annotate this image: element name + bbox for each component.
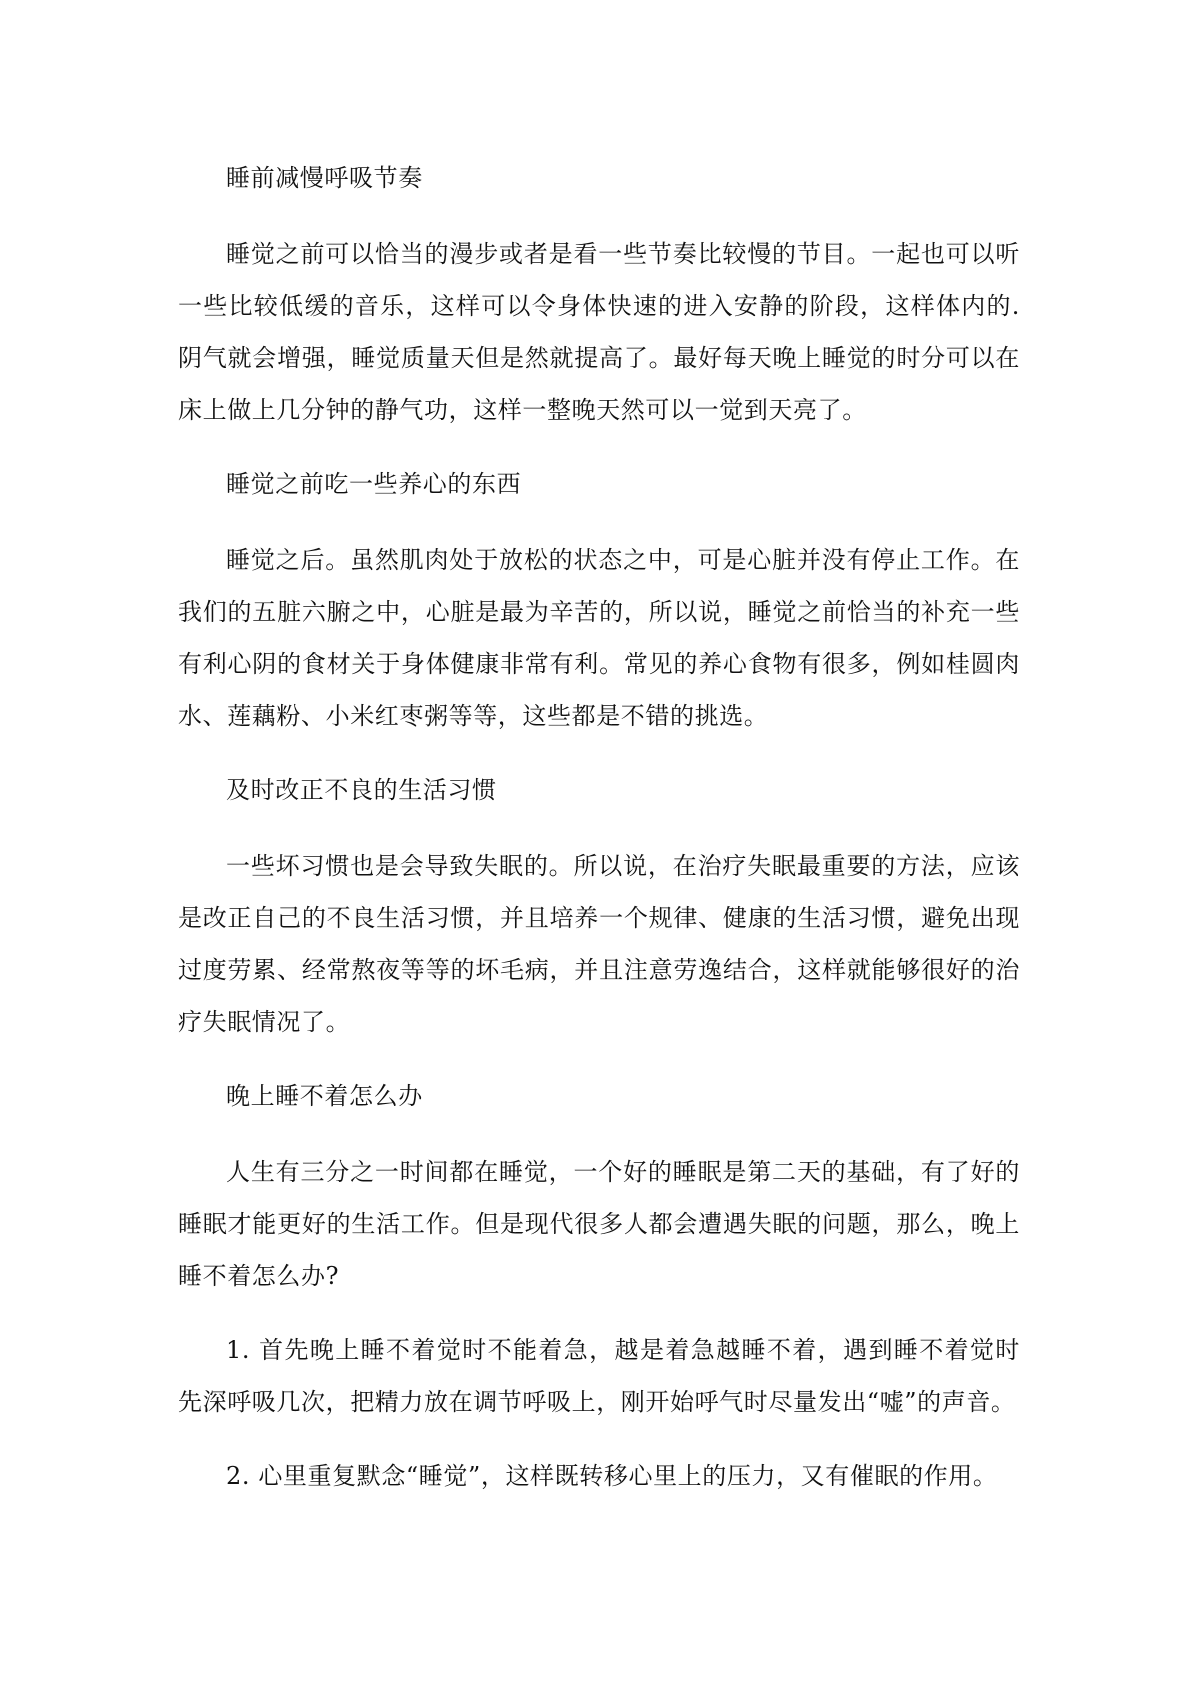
section-paragraph-nourish-heart: 睡觉之后。虽然肌肉处于放松的状态之中，可是心脏并没有停止工作。在我们的五脏六腑之中，心脏是最为辛苦的，所以说，睡觉之前恰当的补充一些有利心阴的食材关于身体健康非常有利。常见的养心食物有很多，例如桂圆肉水、莲藕粉、小米红枣粥等等，这些都是不错的挑选。 (178, 546, 1020, 730)
section-paragraph-cant-sleep: 人生有三分之一时间都在睡觉，一个好的睡眠是第二天的基础，有了好的睡眠才能更好的生活工作。但是现代很多人都会遭遇失眠的问题，那么，晚上睡不着怎么办? (178, 1158, 1020, 1290)
tip-item-1: 1. 首先晚上睡不着觉时不能着急，越是着急越睡不着，遇到睡不着觉时先深呼吸几次，把精力放在调节呼吸上，刚开始呼气时尽量发出“嘘”的声音。 (178, 1336, 1020, 1416)
section-heading-nourish-heart: 睡觉之前吃一些养心的东西 (226, 470, 522, 498)
section-heading-cant-sleep: 晚上睡不着怎么办 (226, 1082, 423, 1110)
section-heading-correct-habits: 及时改正不良的生活习惯 (226, 776, 497, 804)
section-heading-slow-breathing: 睡前减慢呼吸节奏 (226, 164, 423, 192)
section-paragraph-slow-breathing: 睡觉之前可以恰当的漫步或者是看一些节奏比较慢的节目。一起也可以听一些比较低缓的音乐，这样可以令身体快速的进入安静的阶段，这样体内的. 阴气就会增强，睡觉质量天但是然就提高了。最好每天晚上睡觉的时分可以在床上做上几分钟的静气功，这样一整晚天然可以一觉到天亮了。 (178, 240, 1020, 424)
document-body (178, 152, 1020, 1524)
tip-item-2: 2. 心里重复默念“睡觉”，这样既转移心里上的压力，又有催眠的作用。 (226, 1462, 998, 1490)
section-paragraph-correct-habits: 一些坏习惯也是会导致失眠的。所以说，在治疗失眠最重要的方法，应该是改正自己的不良生活习惯，并且培养一个规律、健康的生活习惯，避免出现过度劳累、经常熬夜等等的坏毛病，并且注意劳逸结合，这样就能够很好的治疗失眠情况了。 (178, 852, 1020, 1036)
